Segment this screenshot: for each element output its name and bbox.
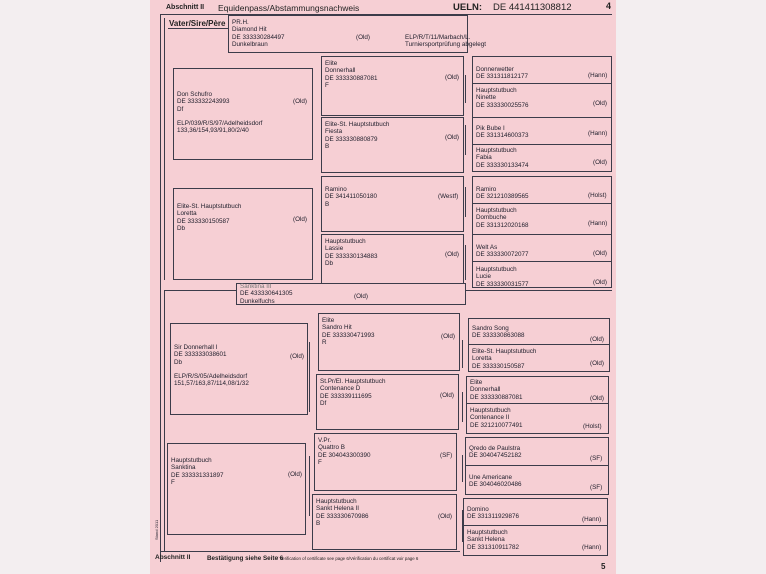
entry-line: Sandro Song: [472, 325, 509, 332]
footer-translation: / Verification of certificate see page 6/Vérification du certificat voir page 6: [277, 556, 419, 561]
breed-code: (SF): [590, 455, 603, 462]
entry-line: R: [322, 338, 327, 346]
page-number: 5: [601, 562, 606, 571]
entry-line: DE 333339111695: [320, 392, 372, 400]
granddam-sire-side-breed: (Old): [293, 216, 307, 223]
entry-line: [177, 113, 262, 120]
connector-line: [468, 344, 610, 345]
entry-line: DE 333330072077: [476, 251, 529, 259]
entry-line: Lucie: [476, 273, 492, 281]
footer-rule: [160, 551, 460, 552]
entry-line: Hauptstutbuch: [470, 407, 511, 414]
breed-code: (Old): [440, 392, 454, 399]
entry-line: Ramino: [325, 186, 347, 193]
pedigree-entry-text: [476, 244, 529, 259]
connector-line: [465, 187, 466, 217]
breed-code: (Old): [590, 395, 604, 402]
entry-line: 133,36/154,93/91,80/2/40: [177, 127, 249, 135]
connector-line: [462, 455, 463, 482]
entry-line: Loretta: [177, 210, 197, 218]
entry-line: Une Americane: [469, 474, 513, 481]
pedigree-entry-text: [476, 186, 529, 201]
breed-code: (Old): [593, 250, 607, 257]
entry-line: F: [171, 478, 175, 486]
breed-code: (SF): [440, 452, 453, 459]
entry-line: Donnerwetter: [476, 66, 514, 73]
left-margin-rule: [160, 14, 161, 562]
entry-line: Sanktina III: [240, 283, 272, 290]
breed-code: (Old): [441, 333, 455, 340]
sire-notes: [405, 34, 486, 49]
pedigree-entry-text: [476, 66, 528, 81]
pedigree-entry-text: [325, 186, 377, 208]
breed-code: (Old): [438, 513, 452, 520]
side-code: Stand 2011: [154, 519, 159, 540]
breed-code: (Westf): [438, 193, 459, 200]
sire-breed: (Old): [356, 34, 370, 41]
breed-code: (Old): [593, 159, 607, 166]
sire-label-underline: [168, 28, 228, 29]
pedigree-entry-text: [320, 378, 385, 407]
entry-line: Elite-St. Hauptstutbuch: [472, 348, 537, 355]
connector-line: [472, 117, 612, 118]
breed-code: (Hann): [588, 220, 608, 227]
pedigree-entry-text: [322, 317, 375, 346]
dam-breed: (Old): [354, 293, 368, 300]
entry-line: DE 304047452182: [469, 452, 522, 460]
entry-line: Hauptstutbuch: [316, 498, 357, 505]
entry-line: Sandro Hit: [322, 324, 352, 332]
pedigree-entry-text: [469, 474, 522, 489]
entry-line: Lassie: [325, 245, 344, 253]
entry-line: DE 304043300390: [318, 451, 371, 459]
entry-line: DE 333330880879: [325, 135, 378, 143]
pedigree-entry-text: [472, 348, 536, 370]
dam-dam-breed: (Old): [288, 471, 302, 478]
entry-line: F: [318, 458, 322, 466]
entry-line: Db: [177, 224, 186, 232]
entry-line: DE 333330133474: [476, 161, 529, 169]
connector-line: [465, 465, 609, 466]
breed-code: (Hann): [588, 72, 608, 79]
entry-line: DE 333330887081: [325, 74, 378, 82]
breed-code: (Holst): [588, 192, 607, 199]
entry-line: Hauptstutbuch: [467, 529, 508, 536]
pedigree-entry-text: [325, 238, 378, 267]
connector-line: [466, 403, 609, 404]
connector-line: [463, 525, 608, 526]
entry-line: Domino: [467, 506, 489, 513]
entry-line: DE 331314600373: [476, 132, 529, 140]
entry-line: Diamond Hit: [232, 26, 267, 34]
entry-line: DE 333330025576: [476, 101, 529, 109]
entry-line: Hauptstutbuch: [325, 238, 366, 245]
pedigree-entry-text: [472, 325, 525, 340]
entry-line: Hauptstutbuch: [171, 457, 212, 464]
connector-line: [309, 342, 310, 412]
dam-bracket: [164, 290, 165, 552]
entry-line: DE 333330150587: [472, 362, 525, 370]
entry-line: DE 333330887081: [470, 393, 523, 401]
entry-line: DE 333330863088: [472, 332, 525, 340]
entry-line: Sankt Helena II: [316, 505, 360, 513]
entry-line: Turniersportprüfung abgelegt: [405, 41, 486, 49]
pedigree-entry-text: [476, 87, 529, 109]
entry-line: DE 304046020486: [469, 481, 522, 489]
entry-line: Sir Donnerhall I: [174, 344, 218, 351]
pedigree-entry-text: [467, 529, 519, 551]
connector-line: [472, 234, 612, 235]
connector-line: [462, 392, 463, 422]
breed-code: (Holst): [583, 423, 602, 430]
edge-mark: 4: [606, 1, 612, 11]
grandsire-breed: (Old): [293, 98, 307, 105]
pedigree-entry-text: [467, 506, 519, 521]
entry-line: DE 333330134883: [325, 252, 378, 260]
pedigree-entry-text: [470, 379, 523, 401]
sire-label: Vater/Sire/Père: [169, 19, 226, 28]
entry-line: Donnerhall: [325, 67, 356, 75]
connector-line: [465, 125, 466, 155]
connector-line: [472, 144, 612, 145]
dam-name: [240, 283, 293, 305]
breed-code: (SF): [590, 484, 603, 491]
entry-line: PR.H.: [232, 19, 249, 26]
entry-line: DE 333330284497: [232, 33, 285, 41]
entry-line: Elite: [325, 60, 338, 67]
pedigree-entry-text: [476, 125, 529, 140]
granddam-sire-side-box: [173, 188, 313, 280]
connector-line: [309, 456, 310, 516]
entry-line: Df: [320, 399, 327, 407]
entry-line: Sankt Helena: [467, 536, 505, 544]
granddam-sire-side-text: [177, 203, 241, 232]
entry-line: Dunkelfuchs: [240, 297, 275, 305]
entry-line: Fiesta: [325, 128, 343, 136]
section-label: Abschnitt II: [166, 4, 205, 11]
entry-line: Loretta: [472, 355, 492, 363]
entry-line: Quattro B: [318, 444, 345, 452]
footer-confirmation: Bestätigung siehe Seite 6: [207, 555, 284, 562]
pedigree-entry-text: [325, 121, 389, 150]
entry-line: DE 333330670986: [316, 512, 369, 520]
sire-bracket: [164, 18, 165, 280]
ueln-value: DE 441411308812: [493, 2, 572, 13]
dam-sire-breed: (Old): [290, 353, 304, 360]
entry-line: DE 321210077491: [470, 421, 523, 429]
pedigree-entry-text: [316, 498, 369, 527]
pedigree-entry-text: [476, 207, 529, 229]
entry-line: Elite: [322, 317, 335, 324]
ueln-label: UELN:: [453, 2, 483, 13]
entry-line: Contenance II: [470, 414, 510, 422]
entry-line: DE 321210389565: [476, 193, 529, 201]
entry-line: V.Pr.: [318, 437, 332, 444]
entry-line: Df: [177, 105, 184, 113]
entry-line: Db: [174, 358, 183, 366]
entry-line: ELP/R/T/11/Marbach/L.: [405, 34, 471, 41]
entry-line: Hauptstutbuch: [476, 266, 517, 273]
entry-line: Hauptstutbuch: [476, 87, 517, 94]
entry-line: Pik Bube I: [476, 125, 505, 132]
entry-line: Hauptstutbuch: [476, 147, 517, 154]
entry-line: Elite-St. Hauptstutbuch: [325, 121, 390, 128]
entry-line: [174, 366, 249, 373]
sire-name: [232, 19, 285, 48]
pedigree-entry-text: [470, 407, 523, 429]
entry-line: St.Pr/El. Hauptstutbuch: [320, 378, 386, 385]
entry-line: B: [325, 142, 330, 150]
entry-line: DE 333331331897: [171, 471, 224, 479]
entry-line: DE 331310911782: [467, 543, 520, 551]
entry-line: Welt As: [476, 244, 498, 251]
pedigree-entry-text: [325, 60, 378, 89]
connector-line: [465, 75, 466, 103]
entry-line: ELP/039/R/S/97/Adelheidsdorf: [177, 120, 263, 128]
entry-line: Dunkelbraun: [232, 40, 268, 48]
entry-line: DE 333332243993: [177, 98, 230, 106]
entry-line: DE 331311929876: [467, 513, 520, 521]
dam-sire-text: [174, 344, 249, 388]
breed-code: (Old): [590, 360, 604, 367]
entry-line: Fabia: [476, 154, 492, 162]
entry-line: B: [325, 200, 330, 208]
connector-line: [472, 261, 612, 262]
pedigree-entry-text: [476, 266, 529, 288]
entry-line: B: [316, 519, 321, 527]
entry-line: DE 333330150587: [177, 217, 230, 225]
pedigree-entry-text: [318, 437, 371, 466]
entry-line: Dombuche: [476, 214, 507, 222]
connector-line: [472, 203, 612, 204]
breed-code: (Old): [445, 134, 459, 141]
entry-line: DE 331312020168: [476, 221, 529, 229]
dam-dam-text: [171, 457, 224, 486]
breed-code: (Hann): [582, 544, 602, 551]
breed-code: (Old): [590, 336, 604, 343]
footer-section: Abschnitt II: [155, 554, 191, 561]
breed-code: (Old): [593, 279, 607, 286]
entry-line: DE 333333038601: [174, 351, 227, 359]
entry-line: Ramiro: [476, 186, 497, 193]
entry-line: DE 333330031577: [476, 280, 529, 288]
entry-line: Elite: [470, 379, 483, 386]
breed-code: (Hann): [588, 130, 608, 137]
entry-line: 151,57/163,87/114,08/1/32: [174, 380, 249, 388]
entry-line: Hauptstutbuch: [476, 207, 517, 214]
grandsire-text: [177, 91, 262, 135]
entry-line: Ninette: [476, 94, 496, 102]
document-title: Equidenpass/Abstammungsnachweis: [218, 3, 360, 13]
connector-line: [462, 340, 463, 368]
entry-line: DE 333330471993: [322, 331, 375, 339]
pedigree-entry-text: [469, 445, 522, 460]
connector-line: [465, 245, 466, 280]
breed-code: (Hann): [582, 516, 602, 523]
entry-line: F: [325, 81, 329, 89]
entry-line: DE 433330641305: [240, 290, 293, 298]
entry-line: DE 331311812177: [476, 73, 529, 81]
pedigree-entry-text: [476, 147, 529, 169]
entry-line: DE 341411050180: [325, 193, 378, 201]
entry-line: Db: [325, 259, 334, 267]
entry-line: Qredo de Paulstra: [469, 445, 521, 452]
entry-line: Elite-St. Hauptstutbuch: [177, 203, 242, 210]
entry-line: Donnerhall: [470, 386, 501, 394]
breed-code: (Old): [445, 251, 459, 258]
connector-line: [472, 83, 612, 84]
breed-code: (Old): [445, 74, 459, 81]
entry-line: Don Schufro: [177, 91, 213, 98]
entry-line: Sanktina: [171, 464, 196, 472]
entry-line: Contenance D: [320, 385, 361, 393]
entry-line: ELP/R/S/05/Adelheidsdorf: [174, 373, 248, 381]
breed-code: (Old): [593, 100, 607, 107]
